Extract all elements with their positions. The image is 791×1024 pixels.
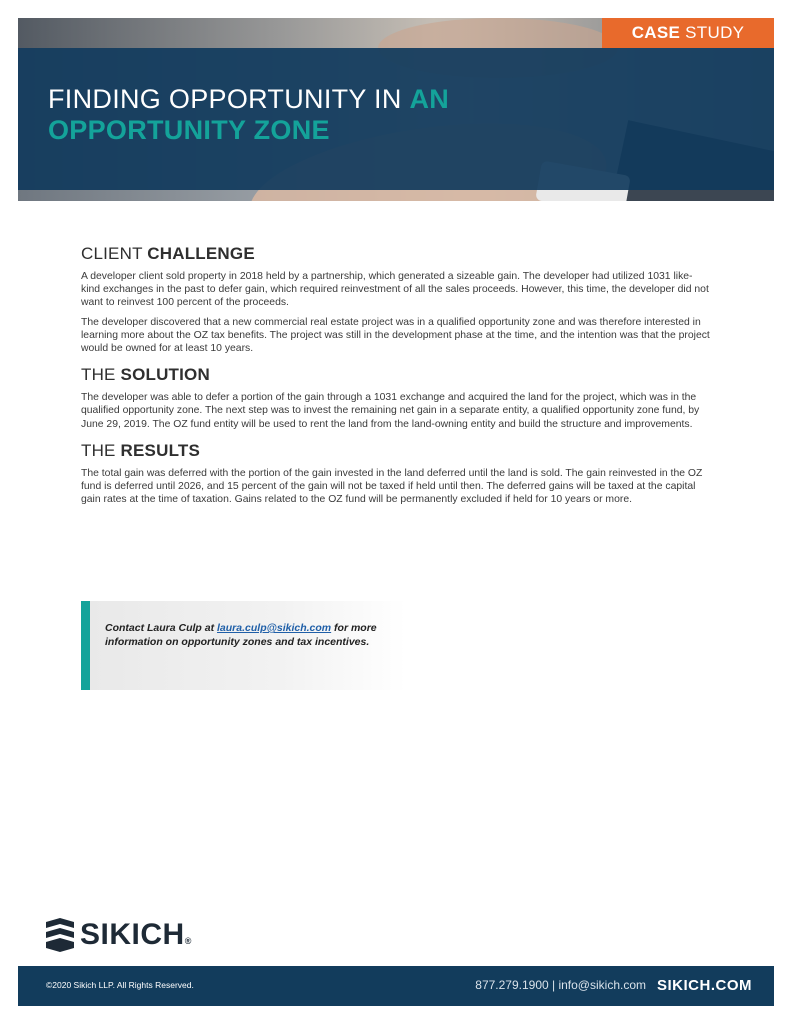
paragraph: A developer client sold property in 2018 held by a partnership, which generated a sizeable gain. The developer had utilized 1031 like-kind exchanges in the past to defer gain, which required reinvestment of all the sales proceeds. However, this time, the developer did not want to reinvest 100 percent of the proceeds. <box>81 271 709 309</box>
registered-mark: ® <box>184 936 192 946</box>
title-accent: AN <box>409 84 450 114</box>
callout-text <box>105 621 405 649</box>
title-text: FINDING OPPORTUNITY IN <box>48 84 410 114</box>
page-title <box>48 84 449 146</box>
badge-rest: STUDY <box>680 23 745 42</box>
hero-banner <box>18 18 774 201</box>
heading-bold: SOLUTION <box>120 365 210 385</box>
callout-prefix: Contact Laura Culp at <box>105 622 218 634</box>
heading-bold: RESULTS <box>120 440 201 460</box>
logo-wordmark <box>80 918 192 952</box>
case-study-badge <box>602 18 774 48</box>
heading-plain: CLIENT <box>81 244 148 263</box>
title-accent: OPPORTUNITY ZONE <box>48 115 330 145</box>
section-results <box>81 441 711 507</box>
paragraph: The total gain was deferred with the portion of the gain invested in the land deferred until the land is sold. The gain reinvested in the OZ fund is deferred until 2026, and 15 percent of the gain will not be taxed if held until then. The deferred gains will be taxed at the capital gain rates at the time of taxation. Gains related to the OZ fund will be permanently excluded if held for 10 years or more. <box>81 467 703 506</box>
footer-contact: 877.279.1900 | info@sikich.com <box>475 978 646 992</box>
badge-strong: CASE <box>631 23 681 42</box>
paragraph: The developer was able to defer a portion of the gain through a 1031 exchange and acquired the land for the project, which was in the qualified opportunity zone. The next step was to invest the remaining net gain in a separate entity, a qualified opportunity zone fund, by June 29, 2019. The OZ fund entity will be used to rent the land from the land-owning entity and build the structure and improvements. <box>81 392 700 430</box>
main-content <box>81 244 711 516</box>
section-client-challenge <box>81 244 711 355</box>
copyright: ©2020 Sikich LLP. All Rights Reserved. <box>46 980 194 990</box>
sikich-logo-icon <box>46 918 74 952</box>
section-heading <box>81 441 711 461</box>
heading-plain: THE <box>81 440 121 460</box>
footer-site[interactable]: SIKICH.COM <box>657 977 752 994</box>
callout-suffix: for more information on opportunity zones and tax incentives. <box>105 622 377 648</box>
section-heading <box>81 365 711 385</box>
logo-name: SIKICH <box>80 918 185 951</box>
contact-callout <box>81 601 406 690</box>
paragraph: The developer discovered that a new commercial real estate project was in a qualified opportunity zone and was therefore interested in learning more about the OZ tax benefits. The project was still in the development phase at the time, and the intention was that the project would be owned for at least 10 years. <box>81 316 710 355</box>
footer-bar <box>18 966 774 1006</box>
email-link[interactable]: laura.culp@sikich.com <box>217 622 332 634</box>
section-solution <box>81 365 711 431</box>
heading-plain: THE <box>81 365 121 385</box>
section-heading <box>81 244 711 264</box>
heading-bold: CHALLENGE <box>147 244 255 263</box>
sikich-logo <box>46 916 192 954</box>
